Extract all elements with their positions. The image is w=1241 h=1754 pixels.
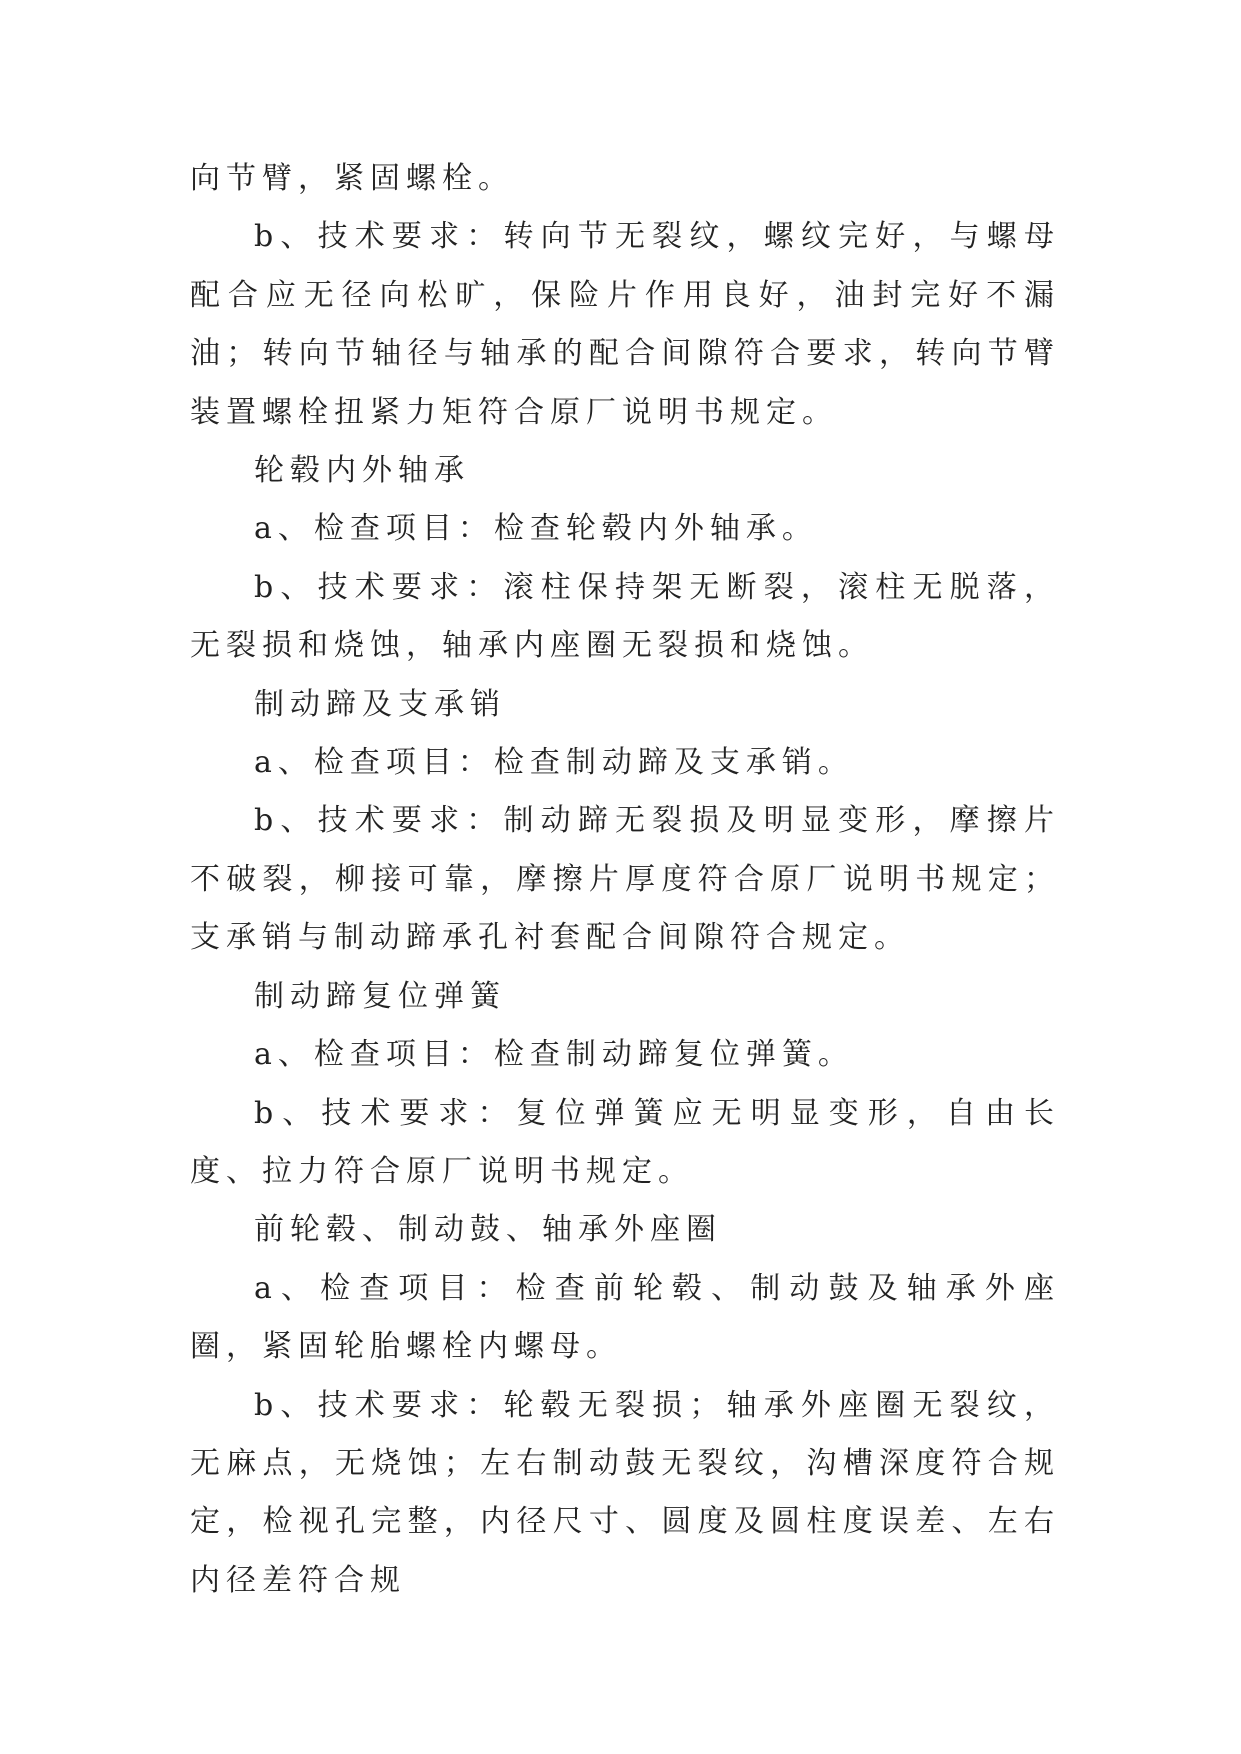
paragraph-hub-bearings-inspection: a、检查项目：检查轮毂内外轴承。 <box>254 511 818 547</box>
paragraph-front-hub-drum-requirements: b、技术要求：轮毂无裂损；轴承外座圈无裂纹，无麻点，无烧蚀；左右制动鼓无裂纹，沟槽深度符合规定，检视孔完整，内径尺寸、圆度及圆柱度误差、左右内径差符合规 <box>190 1387 1060 1598</box>
document-body <box>190 150 1060 1610</box>
paragraph-front-hub-drum-inspection: a、检查项目：检查前轮毂、制动鼓及轴承外座圈，紧固轮胎螺栓内螺母。 <box>190 1270 1060 1365</box>
paragraph-hub-bearings-requirements: b、技术要求：滚柱保持架无断裂，滚柱无脱落，无裂损和烧蚀，轴承内座圈无裂损和烧蚀。 <box>190 569 1060 664</box>
section-heading-front-hub-drum: 前轮毂、制动鼓、轴承外座圈 <box>254 1212 722 1248</box>
paragraph-return-spring-inspection: a、检查项目：检查制动蹄复位弹簧。 <box>254 1037 854 1073</box>
paragraph-steering-knuckle-requirements: b、技术要求：转向节无裂纹，螺纹完好，与螺母配合应无径向松旷，保险片作用良好，油封完好不漏油；转向节轴径与轴承的配合间隙符合要求，转向节臂装置螺栓扭紧力矩符合原厂说明书规定。 <box>190 219 1060 430</box>
section-heading-brake-shoe: 制动蹄及支承销 <box>254 686 506 722</box>
paragraph-brake-shoe-requirements: b、技术要求：制动蹄无裂损及明显变形，摩擦片不破裂，柳接可靠，摩擦片厚度符合原厂说明书规定；支承销与制动蹄承孔衬套配合间隙符合规定。 <box>190 803 1060 956</box>
paragraph-continuation: 向节臂，紧固螺栓。 <box>190 161 514 196</box>
section-heading-return-spring: 制动蹄复位弹簧 <box>254 978 506 1014</box>
paragraph-brake-shoe-inspection: a、检查项目：检查制动蹄及支承销。 <box>254 745 854 781</box>
paragraph-return-spring-requirements: b、技术要求：复位弹簧应无明显变形，自由长度、拉力符合原厂说明书规定。 <box>190 1095 1060 1189</box>
section-heading-hub-bearings: 轮毂内外轴承 <box>254 453 470 489</box>
